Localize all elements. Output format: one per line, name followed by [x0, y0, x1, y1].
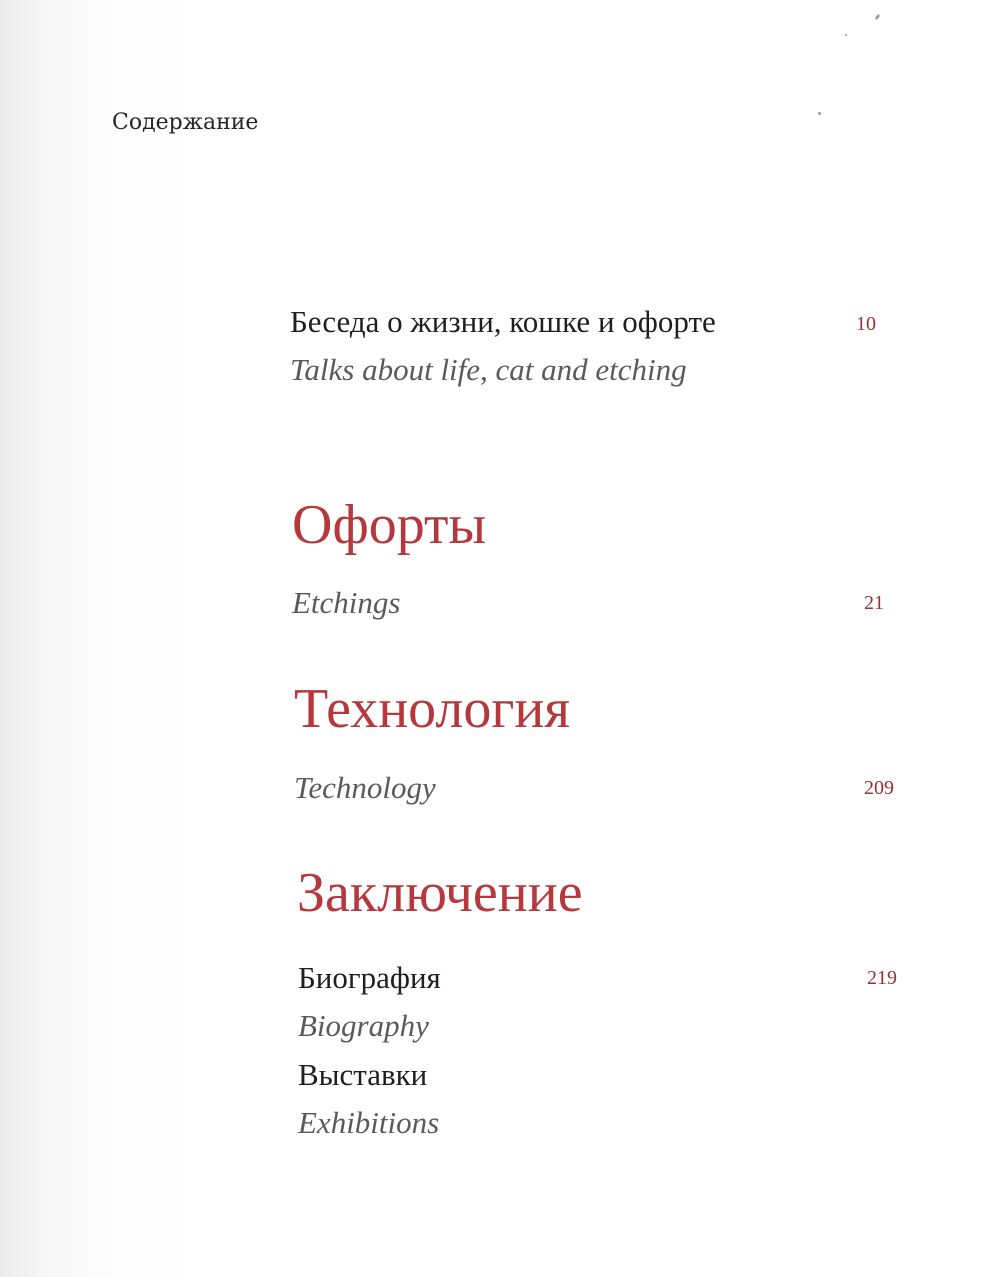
section-title-conclusion: Заключение: [297, 862, 583, 924]
toc-heading: Содержание: [112, 110, 259, 135]
toc-entry-exhibitions-en: Exhibitions: [298, 1105, 440, 1140]
section-subtitle-technology: Technology: [294, 770, 436, 805]
section-title-etchings: Офорты: [292, 494, 487, 556]
toc-entry-intro-en: Talks about life, cat and etching: [290, 352, 687, 387]
toc-page-number-biography: 219: [867, 967, 897, 989]
section-subtitle-etchings: Etchings: [292, 585, 401, 620]
toc-entry-exhibitions-ru: Выставки: [298, 1057, 428, 1092]
toc-entry-biography-en: Biography: [298, 1008, 429, 1043]
toc-page-number-etchings: 21: [864, 592, 884, 614]
toc-entry-intro-ru: Беседа о жизни, кошке и офорте: [290, 304, 716, 339]
scan-speck: [818, 112, 821, 115]
section-title-technology: Технология: [294, 678, 571, 740]
toc-page-number-technology: 209: [864, 777, 894, 799]
toc-entry-biography-ru: Биография: [298, 960, 441, 995]
scan-speck: [875, 14, 881, 21]
toc-page-number-intro: 10: [856, 313, 876, 335]
scan-speck: [845, 34, 847, 36]
